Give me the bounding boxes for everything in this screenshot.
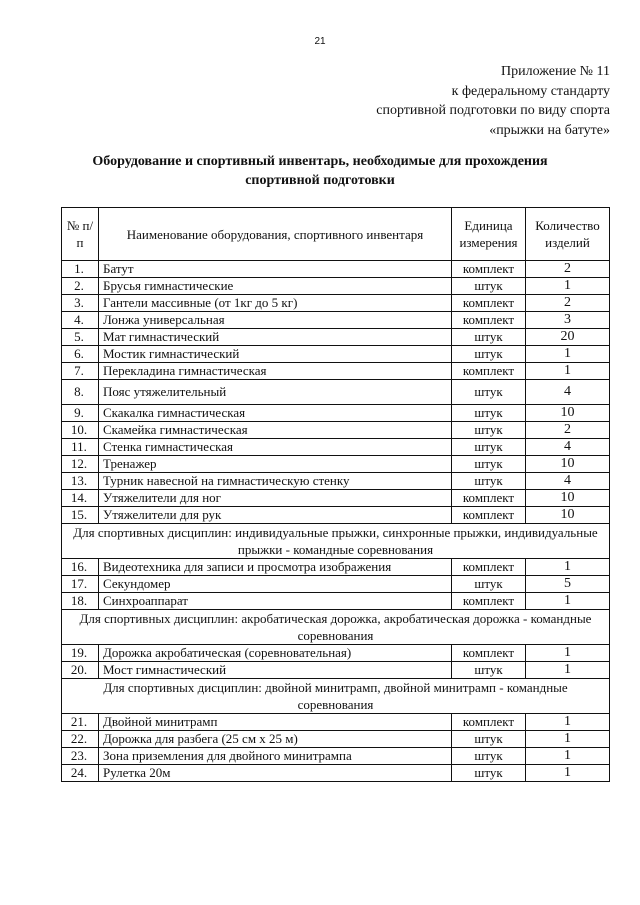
row-name: Утяжелители для рук — [99, 507, 452, 524]
row-name: Перекладина гимнастическая — [99, 363, 452, 380]
row-name: Скамейка гимнастическая — [99, 422, 452, 439]
row-unit: комплект — [452, 261, 526, 278]
table-body — [62, 261, 610, 782]
document-title — [40, 152, 600, 190]
table-row — [62, 346, 610, 363]
title-line-1: Оборудование и спортивный инвентарь, необходимые для прохождения — [92, 154, 548, 169]
row-unit: штук — [452, 576, 526, 593]
row-quantity: 1 — [526, 559, 610, 576]
row-unit: штук — [452, 731, 526, 748]
row-quantity: 1 — [526, 645, 610, 662]
row-quantity: 2 — [526, 422, 610, 439]
row-name: Лонжа универсальная — [99, 312, 452, 329]
row-name: Двойной минитрамп — [99, 714, 452, 731]
row-name: Рулетка 20м — [99, 765, 452, 782]
row-number: 4. — [62, 312, 99, 329]
row-quantity: 1 — [526, 748, 610, 765]
row-quantity: 1 — [526, 593, 610, 610]
title-line-2: спортивной подготовки — [245, 173, 395, 188]
row-quantity: 1 — [526, 363, 610, 380]
row-unit: комплект — [452, 507, 526, 524]
table-header-row — [62, 208, 610, 261]
section-row — [62, 610, 610, 645]
appendix-header — [376, 62, 610, 140]
row-number: 8. — [62, 380, 99, 405]
appendix-line-1: Приложение № 11 — [501, 64, 610, 79]
row-quantity: 1 — [526, 731, 610, 748]
row-quantity: 10 — [526, 405, 610, 422]
section-heading: Для спортивных дисциплин: индивидуальные прыжки, синхронные прыжки, индивидуальные прыжки - командные соревнования — [62, 524, 610, 559]
equipment-table — [61, 207, 610, 782]
row-unit: штук — [452, 473, 526, 490]
row-name: Батут — [99, 261, 452, 278]
row-name: Мостик гимнастический — [99, 346, 452, 363]
table-row — [62, 559, 610, 576]
row-name: Видеотехника для записи и просмотра изображения — [99, 559, 452, 576]
section-row — [62, 524, 610, 559]
table-row — [62, 329, 610, 346]
row-number: 11. — [62, 439, 99, 456]
row-unit: комплект — [452, 312, 526, 329]
row-quantity: 10 — [526, 456, 610, 473]
table-row — [62, 278, 610, 295]
row-quantity: 20 — [526, 329, 610, 346]
row-quantity: 2 — [526, 261, 610, 278]
row-name: Мат гимнастический — [99, 329, 452, 346]
row-unit: штук — [452, 662, 526, 679]
row-unit: штук — [452, 346, 526, 363]
row-number: 17. — [62, 576, 99, 593]
row-number: 12. — [62, 456, 99, 473]
appendix-line-4: «прыжки на батуте» — [489, 122, 610, 138]
table-row — [62, 473, 610, 490]
row-number: 5. — [62, 329, 99, 346]
table-row — [62, 662, 610, 679]
row-quantity: 1 — [526, 714, 610, 731]
row-quantity: 3 — [526, 312, 610, 329]
table-row — [62, 765, 610, 782]
row-number: 13. — [62, 473, 99, 490]
row-quantity: 4 — [526, 439, 610, 456]
row-unit: штук — [452, 422, 526, 439]
row-unit: штук — [452, 765, 526, 782]
table-row — [62, 295, 610, 312]
table-row — [62, 731, 610, 748]
row-name: Дорожка акробатическая (соревновательная) — [99, 645, 452, 662]
row-number: 9. — [62, 405, 99, 422]
row-number: 16. — [62, 559, 99, 576]
table-row — [62, 593, 610, 610]
row-number: 7. — [62, 363, 99, 380]
table-row — [62, 490, 610, 507]
table-row — [62, 576, 610, 593]
table-row — [62, 312, 610, 329]
table-row — [62, 456, 610, 473]
row-number: 2. — [62, 278, 99, 295]
row-name: Турник навесной на гимнастическую стенку — [99, 473, 452, 490]
table-row — [62, 363, 610, 380]
row-quantity: 10 — [526, 507, 610, 524]
table-row — [62, 507, 610, 524]
header-unit: Единица измерения — [452, 208, 526, 261]
row-quantity: 2 — [526, 295, 610, 312]
section-row — [62, 679, 610, 714]
section-heading: Для спортивных дисциплин: акробатическая дорожка, акробатическая дорожка - командные соревнования — [62, 610, 610, 645]
row-quantity: 1 — [526, 346, 610, 363]
table-row — [62, 261, 610, 278]
row-unit: штук — [452, 278, 526, 295]
row-name: Секундомер — [99, 576, 452, 593]
row-unit: комплект — [452, 714, 526, 731]
row-number: 1. — [62, 261, 99, 278]
row-quantity: 1 — [526, 765, 610, 782]
page-number: 21 — [314, 36, 326, 47]
row-number: 10. — [62, 422, 99, 439]
row-number: 23. — [62, 748, 99, 765]
row-name: Брусья гимнастические — [99, 278, 452, 295]
row-number: 14. — [62, 490, 99, 507]
row-unit: штук — [452, 748, 526, 765]
appendix-line-2: к федеральному стандарту — [451, 83, 610, 99]
row-number: 18. — [62, 593, 99, 610]
row-name: Синхроаппарат — [99, 593, 452, 610]
table-row — [62, 439, 610, 456]
row-unit: комплект — [452, 295, 526, 312]
table-row — [62, 380, 610, 405]
row-name: Дорожка для разбега (25 см х 25 м) — [99, 731, 452, 748]
row-unit: штук — [452, 439, 526, 456]
row-unit: комплект — [452, 559, 526, 576]
row-number: 24. — [62, 765, 99, 782]
row-quantity: 4 — [526, 473, 610, 490]
row-unit: штук — [452, 456, 526, 473]
table-row — [62, 748, 610, 765]
row-number: 6. — [62, 346, 99, 363]
row-number: 15. — [62, 507, 99, 524]
row-number: 3. — [62, 295, 99, 312]
header-name: Наименование оборудования, спортивного инвентаря — [99, 208, 452, 261]
row-unit: комплект — [452, 593, 526, 610]
row-unit: штук — [452, 405, 526, 422]
section-heading: Для спортивных дисциплин: двойной минитрамп, двойной минитрамп - командные соревнования — [62, 679, 610, 714]
appendix-line-3: спортивной подготовки по виду спорта — [376, 103, 610, 118]
table-row — [62, 645, 610, 662]
row-number: 19. — [62, 645, 99, 662]
row-name: Пояс утяжелительный — [99, 380, 452, 405]
row-name: Стенка гимнастическая — [99, 439, 452, 456]
row-number: 22. — [62, 731, 99, 748]
row-unit: комплект — [452, 645, 526, 662]
row-name: Мост гимнастический — [99, 662, 452, 679]
header-num: № п/п — [62, 208, 99, 261]
row-quantity: 1 — [526, 278, 610, 295]
row-name: Гантели массивные (от 1кг до 5 кг) — [99, 295, 452, 312]
row-number: 20. — [62, 662, 99, 679]
row-name: Зона приземления для двойного минитрампа — [99, 748, 452, 765]
header-qty: Количество изделий — [526, 208, 610, 261]
row-number: 21. — [62, 714, 99, 731]
row-name: Скакалка гимнастическая — [99, 405, 452, 422]
row-unit: комплект — [452, 363, 526, 380]
row-unit: комплект — [452, 490, 526, 507]
row-quantity: 1 — [526, 662, 610, 679]
row-quantity: 4 — [526, 380, 610, 405]
table-row — [62, 405, 610, 422]
row-quantity: 10 — [526, 490, 610, 507]
row-unit: штук — [452, 380, 526, 405]
row-name: Тренажер — [99, 456, 452, 473]
table-row — [62, 422, 610, 439]
row-name: Утяжелители для ног — [99, 490, 452, 507]
table-row — [62, 714, 610, 731]
row-quantity: 5 — [526, 576, 610, 593]
row-unit: штук — [452, 329, 526, 346]
